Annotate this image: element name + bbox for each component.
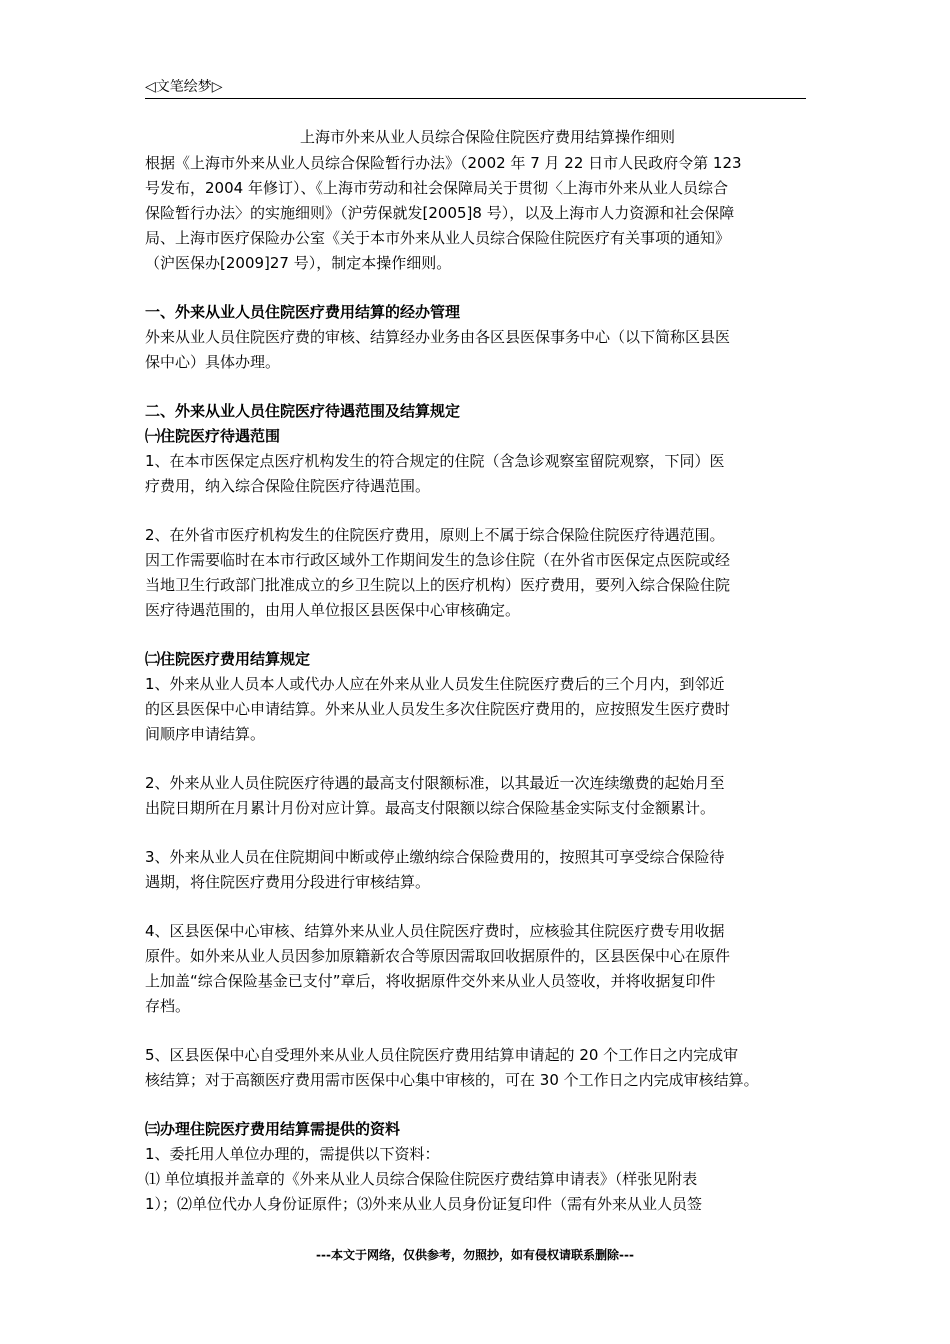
section-heading: 二、外来从业人员住院医疗待遇范围及结算规定 [145, 402, 461, 420]
paragraph-line: 上加盖“综合保险基金已支付”章后，将收据原件交外来从业人员签收，并将收据复印件 [145, 972, 716, 990]
paragraph-line: 1、在本市医保定点医疗机构发生的符合规定的住院（含急诊观察室留院观察，下同）医 [145, 452, 725, 470]
paragraph-line: 遇期，将住院医疗费用分段进行审核结算。 [145, 873, 431, 891]
paragraph-line: 1）；⑵单位代办人身份证原件；⑶外来从业人员身份证复印件（需有外来从业人员签 [145, 1195, 703, 1213]
page-header [145, 74, 806, 99]
paragraph-line: 1、外来从业人员本人或代办人应在外来从业人员发生住院医疗费后的三个月内，到邻近 [145, 675, 725, 693]
document-body [145, 124, 820, 1217]
paragraph-line: 5、区县医保中心自受理外来从业人员住院医疗费用结算申请起的 20 个工作日之内完成审 [145, 1046, 739, 1064]
paragraph-line: 医疗待遇范围的，由用人单位报区县医保中心审核确定。 [145, 601, 521, 619]
paragraph-line: 1、委托用人单位办理的，需提供以下资料： [145, 1145, 440, 1163]
paragraph-line: 的区县医保中心申请结算。外来从业人员发生多次住院医疗费用的，应按照发生医疗费时 [145, 700, 731, 718]
paragraph-line: 出院日期所在月累计月份对应计算。最高支付限额以综合保险基金实际支付金额累计。 [145, 799, 716, 817]
subsection-heading: ㈠住院医疗待遇范围 [145, 427, 281, 445]
document-title: 上海市外来从业人员综合保险住院医疗费用结算操作细则 [299, 128, 675, 146]
page-footer: ---本文于网络，仅供参考，勿照抄，如有侵权请联系删除--- [316, 1248, 634, 1262]
subsection-heading: ㈡住院医疗费用结算规定 [145, 650, 311, 668]
paragraph-line: 外来从业人员住院医疗费的审核、结算经办业务由各区县医保事务中心（以下简称区县医 [145, 328, 731, 346]
paragraph-line: 保中心）具体办理。 [145, 353, 281, 371]
intro-line: 号发布，2004 年修订）、《上海市劳动和社会保障局关于贯彻〈上海市外来从业人员综合 [145, 179, 728, 197]
paragraph-line: 存档。 [145, 997, 191, 1015]
paragraph-line: 原件。如外来从业人员因参加原籍新农合等原因需取回收据原件的，区县医保中心在原件 [145, 947, 731, 965]
subsection-heading: ㈢办理住院医疗费用结算需提供的资料 [145, 1120, 401, 1138]
paragraph-line: 疗费用，纳入综合保险住院医疗待遇范围。 [145, 477, 431, 495]
paragraph-line: 因工作需要临时在本市行政区域外工作期间发生的急诊住院（在外省市医保定点医院或经 [145, 551, 731, 569]
header-logo-text: ◁文笔绘梦▷ [145, 79, 223, 95]
section-heading: 一、外来从业人员住院医疗费用结算的经办管理 [145, 303, 461, 321]
paragraph-line: 当地卫生行政部门批准成立的乡卫生院以上的医疗机构）医疗费用，要列入综合保险住院 [145, 576, 731, 594]
paragraph-line: 核结算；对于高额医疗费用需市医保中心集中审核的，可在 30 个工作日之内完成审核结算。 [145, 1071, 759, 1089]
paragraph-line: 2、在外省市医疗机构发生的住院医疗费用，原则上不属于综合保险住院医疗待遇范围。 [145, 526, 725, 544]
paragraph-line: ⑴ 单位填报并盖章的《外来从业人员综合保险住院医疗费结算申请表》（样张见附表 [145, 1170, 698, 1188]
intro-line: 保险暂行办法〉的实施细则》（沪劳保就发[2005]8 号），以及上海市人力资源和社会保障 [145, 204, 735, 222]
paragraph-line: 2、外来从业人员住院医疗待遇的最高支付限额标准，以其最近一次连续缴费的起始月至 [145, 774, 725, 792]
intro-line: 局、上海市医疗保险办公室《关于本市外来从业人员综合保险住院医疗有关事项的通知》 [145, 229, 731, 247]
intro-line: 根据《上海市外来从业人员综合保险暂行办法》（2002 年 7 月 22 日市人民政府令第 123 [145, 154, 742, 172]
intro-line: （沪医保办[2009]27 号），制定本操作细则。 [145, 254, 452, 272]
paragraph-line: 4、区县医保中心审核、结算外来从业人员住院医疗费时，应核验其住院医疗费专用收据 [145, 922, 725, 940]
paragraph-line: 3、外来从业人员在住院期间中断或停止缴纳综合保险费用的，按照其可享受综合保险待 [145, 848, 725, 866]
intro-paragraph [145, 151, 820, 276]
paragraph-line: 间顺序申请结算。 [145, 725, 266, 743]
